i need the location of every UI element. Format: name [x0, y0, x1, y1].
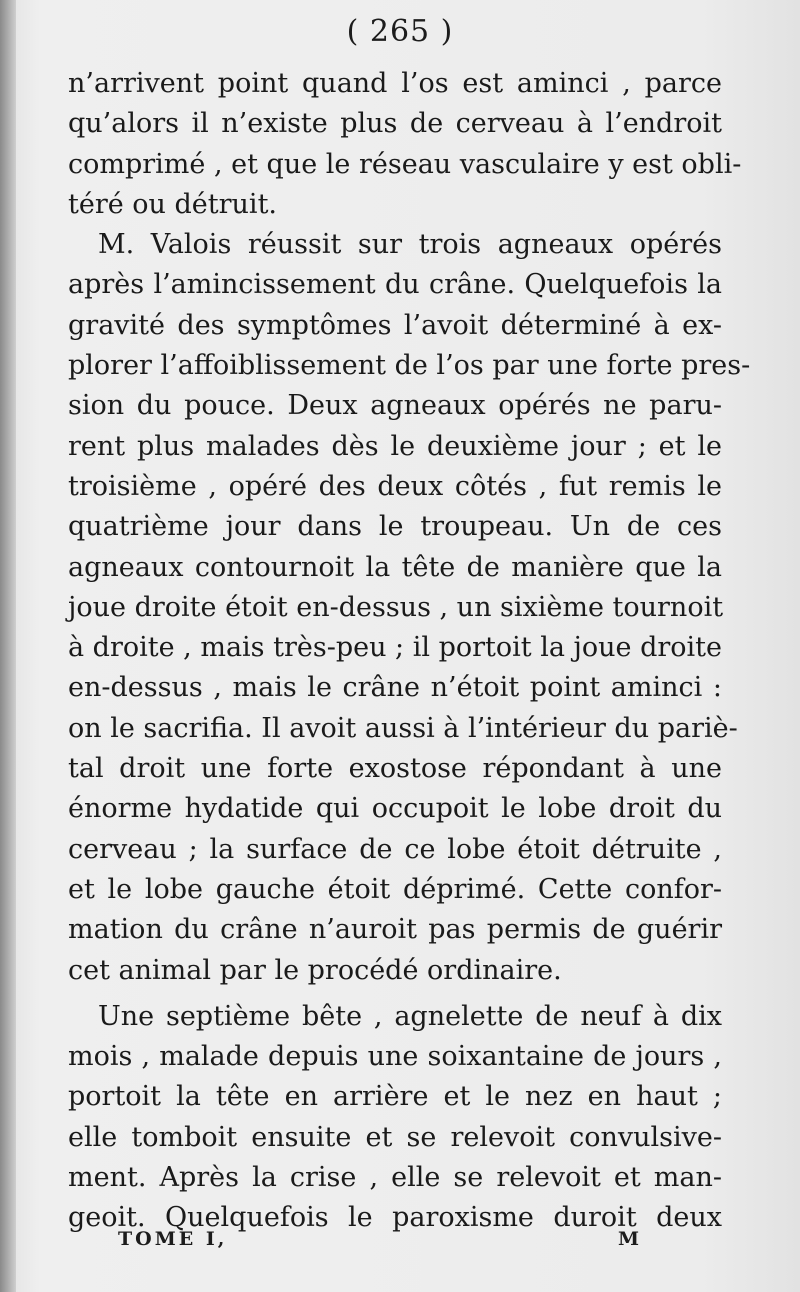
text-line: ment. Après la crise , elle se relevoit et man-: [68, 1162, 722, 1194]
text-line: mation du crâne n’auroit pas permis de guérir: [68, 914, 722, 946]
paragraph-1: [68, 64, 742, 225]
text-line: M. Valois réussit sur trois agneaux opérés: [98, 229, 722, 261]
text-line: rent plus malades dès le deuxième jour ; et le: [68, 430, 722, 462]
text-line: à droite , mais très-peu ; il portoit la joue droite: [68, 632, 723, 664]
text-line: geoit. Quelquefois le paroxisme duroit deux: [68, 1202, 722, 1234]
body-text: [68, 64, 751, 1239]
page-number: ( 265 ): [346, 14, 454, 49]
signature-mark-letter: M: [618, 1228, 640, 1250]
text-line: joue droite étoit en-dessus , un sixième tournoit: [68, 591, 724, 623]
text-line: gravité des symptômes l’avoit déterminé à ex-: [68, 309, 722, 341]
text-line: sion du pouce. Deux agneaux opérés ne paru-: [68, 390, 722, 422]
text-line: qu’alors il n’existe plus de cerveau à l’endroit: [68, 108, 722, 140]
text-line: tal droit une forte exostose répondant à une: [68, 753, 722, 785]
spine-shadow: [0, 0, 16, 1292]
text-line: n’arrivent point quand l’os est aminci , parce: [68, 68, 722, 99]
text-line: Une septième bête , agnelette de neuf à dix: [98, 1000, 722, 1032]
text-line: quatrième jour dans le troupeau. Un de ces: [68, 511, 722, 543]
text-line: elle tomboit ensuite et se relevoit convulsive-: [68, 1121, 722, 1153]
text-line: mois , malade depuis une soixantaine de jours ,: [68, 1041, 722, 1073]
paragraph-2: [68, 225, 751, 991]
page-footer: [0, 1228, 800, 1258]
paragraph-3: [68, 997, 722, 1239]
text-line: cet animal par le procédé ordinaire.: [68, 954, 562, 986]
text-line: énorme hydatide qui occupoit le lobe droit du: [68, 793, 722, 825]
text-line: et le lobe gauche étoit déprimé. Cette confor-: [68, 873, 722, 905]
text-line: agneaux contournoit la tête de manière que la: [68, 551, 722, 583]
signature-mark-volume: TOME I,: [118, 1228, 228, 1250]
text-line: en-dessus , mais le crâne n’étoit point aminci :: [68, 672, 722, 704]
text-line: après l’amincissement du crâne. Quelquefois la: [68, 269, 722, 301]
text-line: téré ou détruit.: [68, 188, 277, 220]
text-line: comprimé , et que le réseau vasculaire y est obli-: [68, 148, 742, 180]
text-line: cerveau ; la surface de ce lobe étoit détruite ,: [68, 833, 722, 865]
text-line: troisième , opéré des deux côtés , fut remis le: [68, 470, 722, 502]
text-line: portoit la tête en arrière et le nez en haut ;: [68, 1081, 722, 1113]
text-line: on le sacrifia. Il avoit aussi à l’intérieur du pariè-: [68, 712, 738, 744]
text-line: plorer l’affoiblissement de l’os par une forte pres-: [68, 350, 751, 382]
